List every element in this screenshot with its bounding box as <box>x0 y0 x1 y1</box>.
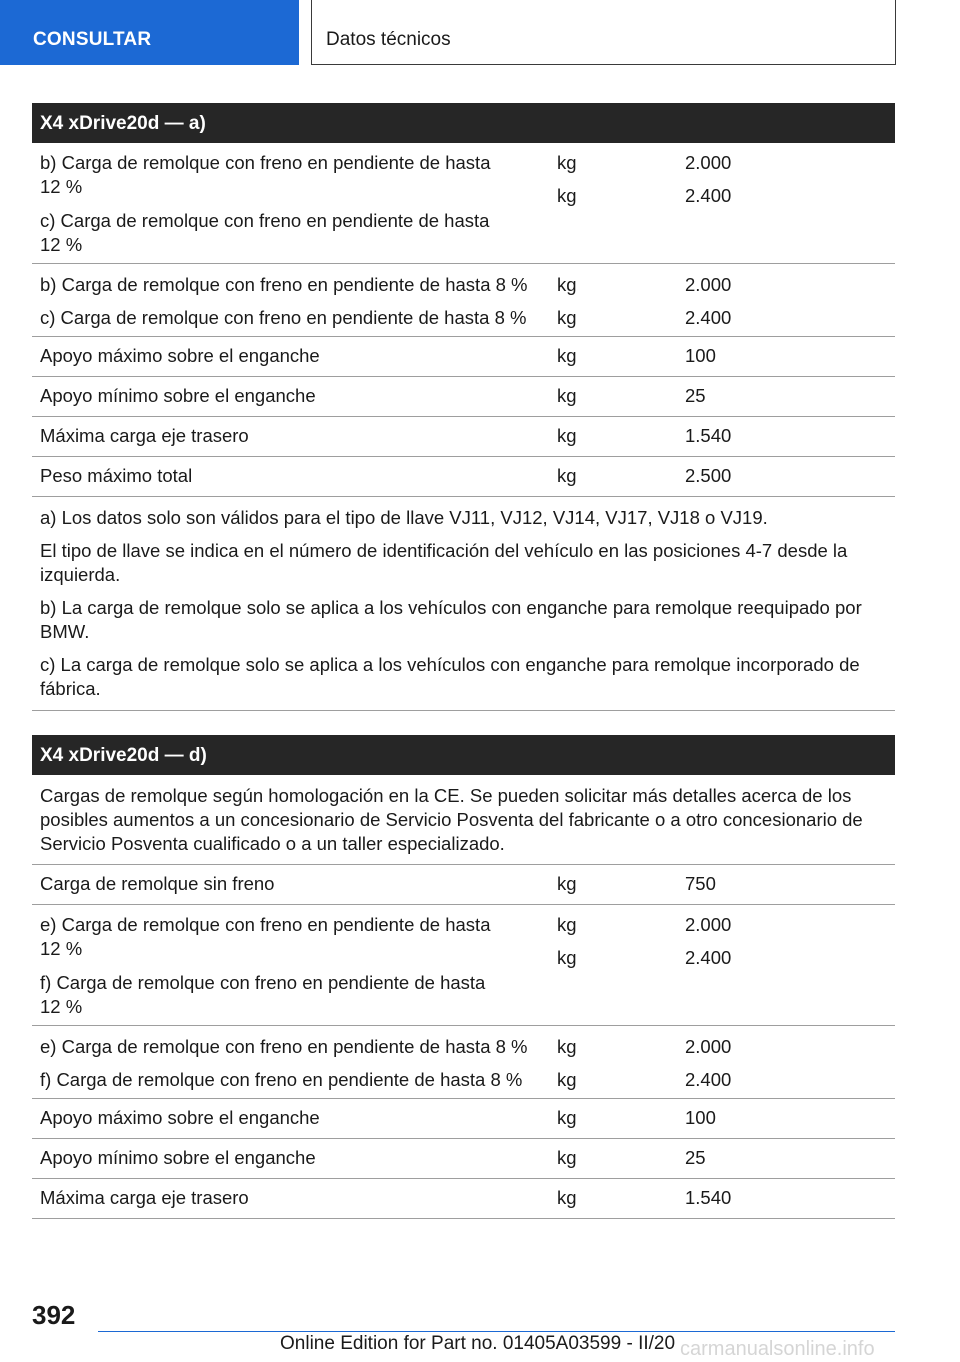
row-desc: Máxima carga eje trasero <box>40 1187 249 1208</box>
row-unit: kg <box>557 307 577 328</box>
row-unit: kg <box>557 425 577 446</box>
table-row <box>32 337 895 377</box>
row-desc: f) Carga de remolque con freno en pendiente de hasta 8 % <box>40 1069 523 1090</box>
row-value: 2.400 <box>685 185 732 206</box>
row-desc: c) Carga de remolque con freno en pendiente de hasta 8 % <box>40 307 527 328</box>
page-title: Datos técnicos <box>311 0 896 65</box>
table-row <box>32 417 895 457</box>
row-unit: kg <box>557 914 577 935</box>
row-value: 100 <box>685 1107 716 1128</box>
table-row <box>32 905 895 1026</box>
row-value: 2.000 <box>685 1036 732 1057</box>
table-row <box>32 457 895 497</box>
table-row <box>32 377 895 417</box>
row-unit: kg <box>557 947 577 968</box>
row-desc: Carga de remolque sin freno <box>40 873 275 894</box>
row-value: 2.400 <box>685 1069 732 1090</box>
row-desc: Apoyo máximo sobre el enganche <box>40 345 320 366</box>
row-desc: Apoyo mínimo sobre el enganche <box>40 1147 316 1168</box>
row-value: 25 <box>685 1147 706 1168</box>
footnote: b) La carga de remolque solo se aplica a los vehículos con enganche para remolque reequipado por BMW. <box>40 597 862 642</box>
table-row <box>32 865 895 905</box>
row-desc: Máxima carga eje trasero <box>40 425 249 446</box>
row-value: 2.500 <box>685 465 732 486</box>
row-desc: b) Carga de remolque con freno en pendiente de hasta 12 % <box>40 152 491 197</box>
row-unit: kg <box>557 152 577 173</box>
row-desc: c) Carga de remolque con freno en pendiente de hasta 12 % <box>40 210 490 255</box>
table-row <box>32 1179 895 1219</box>
row-unit: kg <box>557 465 577 486</box>
row-desc: b) Carga de remolque con freno en pendiente de hasta 8 % <box>40 274 528 295</box>
row-unit: kg <box>557 385 577 406</box>
footer-divider <box>98 1331 895 1332</box>
footnote: a) Los datos solo son válidos para el tipo de llave VJ11, VJ12, VJ14, VJ17, VJ18 o VJ19. <box>40 507 768 528</box>
row-value: 1.540 <box>685 1187 732 1208</box>
row-value: 750 <box>685 873 716 894</box>
row-desc: Apoyo mínimo sobre el enganche <box>40 385 316 406</box>
row-value: 100 <box>685 345 716 366</box>
watermark: carmanualsonline.info <box>680 1338 875 1360</box>
table-row <box>32 264 895 337</box>
table-row <box>32 1099 895 1139</box>
spec-table-a <box>32 103 895 711</box>
row-desc: f) Carga de remolque con freno en pendiente de hasta 12 % <box>40 972 486 1017</box>
table-footnotes <box>32 497 895 711</box>
row-unit: kg <box>557 345 577 366</box>
row-value: 25 <box>685 385 706 406</box>
footnote: El tipo de llave se indica en el número de identificación del vehículo en las posiciones 4-7 desde la izquierda. <box>40 540 848 585</box>
table-row <box>32 143 895 264</box>
row-unit: kg <box>557 1069 577 1090</box>
row-unit: kg <box>557 1147 577 1168</box>
row-desc: e) Carga de remolque con freno en pendiente de hasta 8 % <box>40 1036 528 1057</box>
table-intro <box>32 775 895 865</box>
row-value: 2.000 <box>685 152 732 173</box>
page-number: 392 <box>32 1300 76 1330</box>
spec-table-d <box>32 735 895 1219</box>
row-unit: kg <box>557 1107 577 1128</box>
row-desc: e) Carga de remolque con freno en pendiente de hasta 12 % <box>40 914 491 959</box>
row-unit: kg <box>557 274 577 295</box>
intro-text: Cargas de remolque según homologación en la CE. Se pueden solicitar más detalles acerca de los posibles aumentos a un concesionario de Servicio Posventa del fabricante o a otro concesionario de Servicio Posventa cualificado o a un taller especializado. <box>40 785 863 854</box>
row-value: 2.000 <box>685 274 732 295</box>
section-tab[interactable]: CONSULTAR <box>0 0 299 65</box>
row-value: 2.000 <box>685 914 732 935</box>
row-desc: Apoyo máximo sobre el enganche <box>40 1107 320 1128</box>
row-value: 2.400 <box>685 307 732 328</box>
row-desc: Peso máximo total <box>40 465 193 486</box>
footnote: c) La carga de remolque solo se aplica a los vehículos con enganche para remolque incorporado de fábrica. <box>40 654 860 699</box>
table-title: X4 xDrive20d — d) <box>32 735 895 775</box>
table-title: X4 xDrive20d — a) <box>32 103 895 143</box>
row-value: 2.400 <box>685 947 732 968</box>
row-value: 1.540 <box>685 425 732 446</box>
row-unit: kg <box>557 873 577 894</box>
table-row <box>32 1026 895 1099</box>
row-unit: kg <box>557 1036 577 1057</box>
table-row <box>32 1139 895 1179</box>
row-unit: kg <box>557 1187 577 1208</box>
edition-text: Online Edition for Part no. 01405A03599 - II/20 <box>280 1333 676 1354</box>
row-unit: kg <box>557 185 577 206</box>
